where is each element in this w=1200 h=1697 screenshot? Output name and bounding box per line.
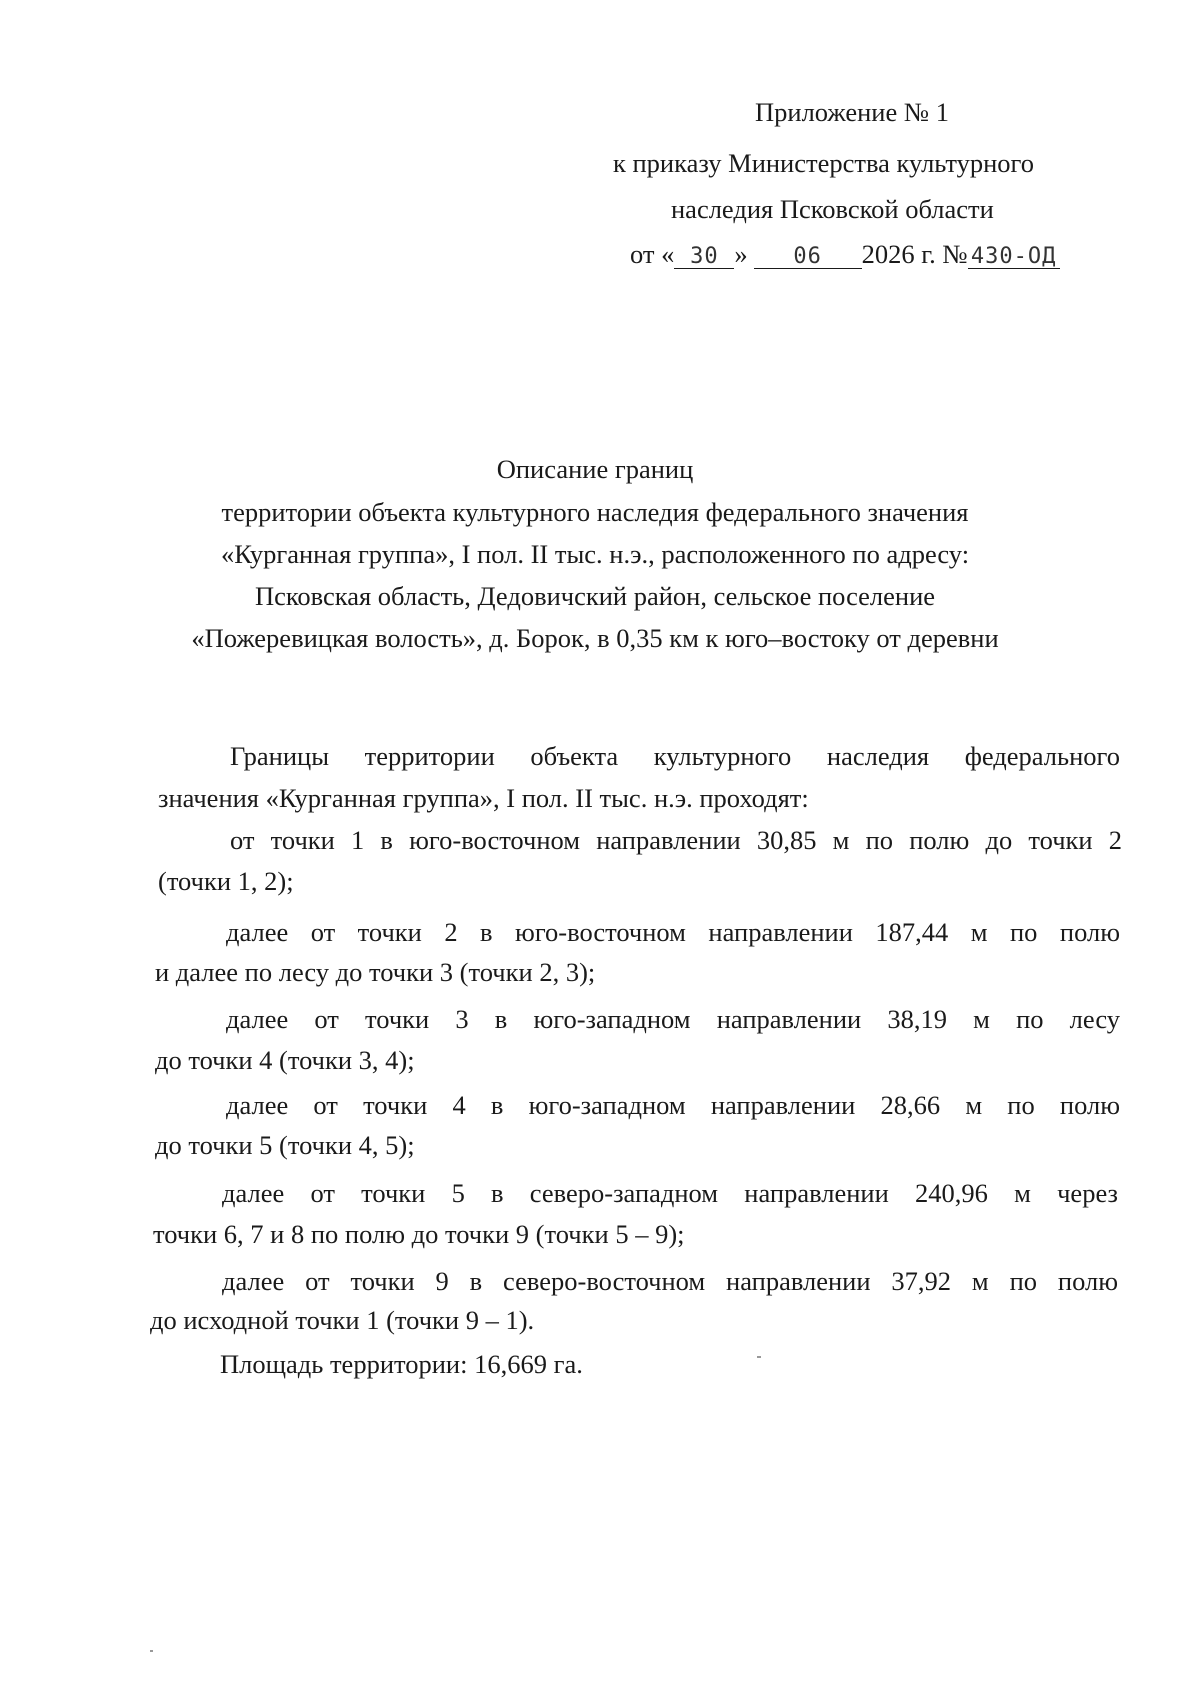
appendix-date-line [630,241,1060,269]
segment-4-line-2: до точки 5 (точки 4, 5); [155,1130,415,1160]
segment-3-line-1: далее от точки 3 в юго-западном направлении 38,19 м по лесу [226,1004,1120,1034]
doc-subtitle-1: территории объекта культурного наследия федерального значения [221,497,969,527]
intro-line-1: Границы территории объекта культурного наследия федерального [230,741,1120,771]
order-number: 430-ОД [968,246,1060,269]
date-year: 2026 г. № [861,239,968,269]
segment-4-line-1: далее от точки 4 в юго-западном направлении 28,66 м по полю [226,1090,1120,1120]
segment-2-line-2: и далее по лесу до точки 3 (точки 2, 3); [155,957,596,987]
segment-3-line-2: до точки 4 (точки 3, 4); [155,1045,415,1075]
intro-line-2: значения «Курганная группа», I пол. II тыс. н.э. проходят: [158,783,809,813]
segment-5-line-1: далее от точки 5 в северо-западном направлении 240,96 м через [222,1178,1118,1208]
doc-subtitle-3: Псковская область, Дедовичский район, сельское поселение [254,581,936,611]
doc-title: Описание границ [496,454,694,484]
scan-speck [757,1356,761,1358]
segment-1-line-2: (точки 1, 2); [158,866,294,896]
segment-2-line-1: далее от точки 2 в юго-восточном направлении 187,44 м по полю [226,917,1120,947]
segment-6-line-2: до исходной точки 1 (точки 9 – 1). [150,1305,535,1335]
segment-6-line-1: далее от точки 9 в северо-восточном направлении 37,92 м по полю [222,1266,1118,1296]
segment-5-line-2: точки 6, 7 и 8 по полю до точки 9 (точки 5 – 9); [153,1219,685,1249]
doc-subtitle-4: «Пожеревицкая волость», д. Борок, в 0,35 км к юго–востоку от деревни [191,623,999,653]
date-month: 06 [754,246,862,269]
appendix-ministry: наследия Псковской области [671,194,994,224]
area-total: Площадь территории: 16,669 га. [220,1349,583,1379]
segment-1-line-1: от точки 1 в юго-восточном направлении 30,85 м по полю до точки 2 [230,825,1122,855]
doc-subtitle-2: «Курганная группа», I пол. II тыс. н.э., расположенного по адресу: [220,539,970,569]
date-prefix: от « [630,239,675,269]
appendix-order-ref: к приказу Министерства культурного [613,148,1034,178]
appendix-title: Приложение № 1 [755,97,950,127]
date-mid: » [734,239,748,269]
date-day: 30 [674,246,734,269]
scan-speck [150,1650,153,1652]
